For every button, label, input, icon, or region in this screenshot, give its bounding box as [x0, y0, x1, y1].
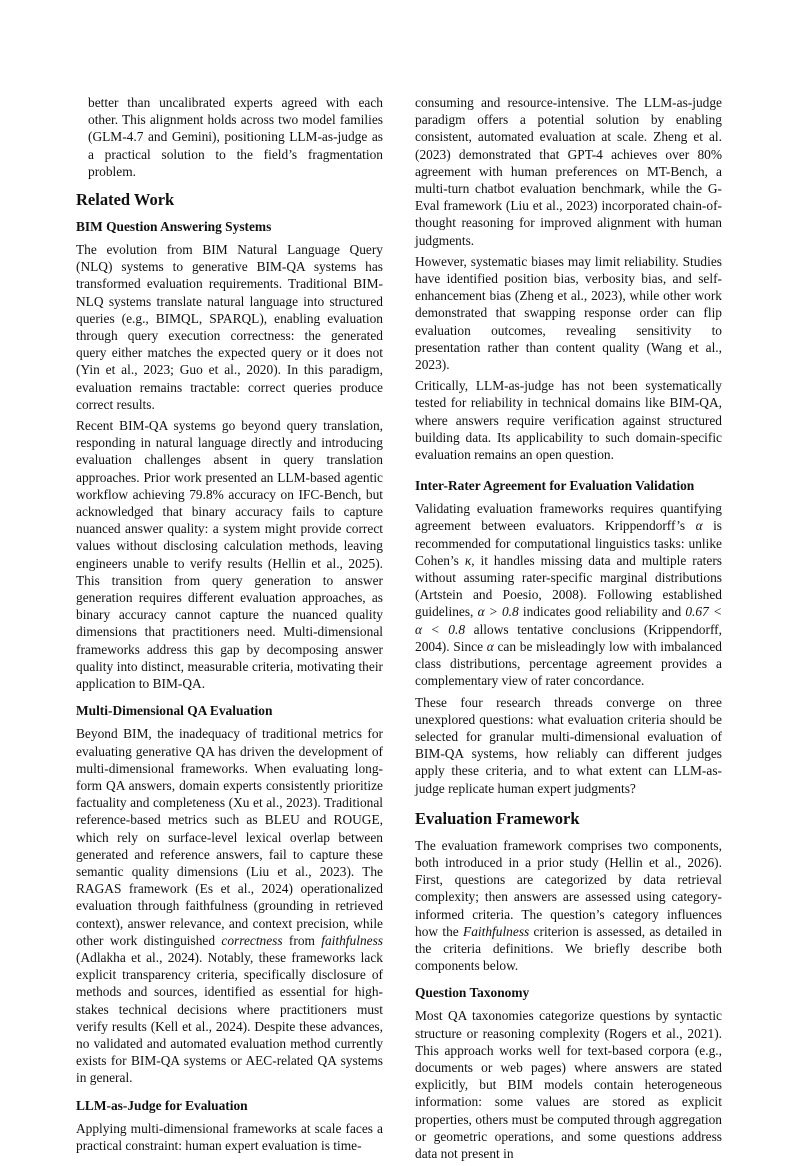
section-heading-evaluation-framework: Evaluation Framework — [415, 808, 580, 828]
paragraph: The evaluation framework comprises two components, both introduced in a prior study (Hellin et al., 2026). First, questions are categorized by data retrieval complexity; then answers are assessed using category-informed criteria. The question’s category influences how the Faithfulness criterion is assessed, as detailed in the criteria definitions. We briefly describe both components below. — [415, 837, 723, 974]
intro-paragraph-tail: better than uncalibrated experts agreed with each other. This alignment holds across two model families (GLM-4.7 and Gemini), positioning LLM-as-judge as a practical solution to the field’s fragmentation problem. — [88, 95, 383, 179]
subsection-heading-multi-dimensional: Multi-Dimensional QA Evaluation — [76, 703, 273, 719]
paragraph: Validating evaluation frameworks requires quantifying agreement between evaluators. Krippendorff’s α is recommended for computational linguistics tasks: unlike Cohen’s κ, it handles missing data and multiple raters without assuming rater-specific marginal distributions (Artstein and Poesio, 2008). Following established guidelines, α > 0.8 indicates good reliability and 0.67 < α < 0.8 allows tentative conclusions (Krippendorff, 2004). Since α can be misleadingly low with imbalanced class distributions, percentage agreement provides a complementary view of rater concordance. — [415, 501, 722, 689]
math-alpha: α — [486, 638, 494, 654]
paragraph: Recent BIM-QA systems go beyond query translation, responding in natural language directly and introducing evaluation challenges absent in query translation approaches. Prior work presented an LLM-based agentic workflow achieving 79.8% accuracy on IFC-Bench, but acknowledged that binary accuracy fails to capture nuanced answer quality: a system might provide correct values without disclosing calculation methods, leaving engineers unable to verify results (Hellin et al., 2025). This transition from query generation to answer generation requires different evaluation approaches, as binary accuracy cannot capture the nuanced quality dimensions that practitioners need. Multi-dimensional frameworks address this gap by decomposing answer quality into distinct, measurable criteria, motivating their application to BIM-QA. — [76, 418, 383, 692]
math-expression: α > 0.8 — [477, 604, 519, 620]
subsection-heading-llm-as-judge: LLM-as-Judge for Evaluation — [76, 1097, 248, 1113]
subsection-heading-question-taxonomy: Question Taxonomy — [415, 985, 530, 1001]
emphasis-faithfulness: faithfulness — [321, 932, 383, 948]
section-heading-related-work: Related Work — [76, 190, 175, 210]
paragraph: Beyond BIM, the inadequacy of traditional metrics for evaluating generative QA has driven the development of multi-dimensional frameworks. When evaluating long-form QA answers, domain experts consistently prioritize factuality and completeness (Xu et al., 2023). Traditional reference-based metrics such as BLEU and ROUGE, which rely on surface-level lexical overlap between generated and reference answers, fail to capture these semantic quality dimensions (Liu et al., 2023). The RAGAS framework (Es et al., 2024) operationalized evaluation through faithfulness (grounding in retrieved context), answer relevance, and context precision, while other work distinguished correctness from faithfulness (Adlakha et al., 2024). Notably, these frameworks lack explicit transparency criteria, specifically disclosure of methods and sources, identified as essential for high-stakes technical decisions where practitioners must verify results (Kell et al., 2024). Despite these advances, no validated and automated evaluation method currently exists for BIM-QA systems or AEC-related QA systems in general. — [76, 726, 383, 1086]
emphasis-faithfulness: Faithfulness — [463, 923, 530, 939]
paragraph: The evolution from BIM Natural Language Query (NLQ) systems to generative BIM-QA systems has transformed evaluation requirements. Traditional BIM-NLQ systems translate natural language into structured queries (e.g., BIMQL, SPARQL), enabling evaluation through query execution correctness: the generated query either matches the expected query or it does not (Yin et al., 2023; Guo et al., 2020). In this paradigm, evaluation remains tractable: correct queries produce correct results. — [76, 242, 383, 412]
subsection-heading-bim-qa: BIM Question Answering Systems — [76, 219, 272, 235]
paragraph: Applying multi-dimensional frameworks at scale faces a practical constraint: human expert evaluation is time- — [76, 1120, 383, 1153]
math-kappa: κ — [464, 552, 472, 568]
paragraph-continued: consuming and resource-intensive. The LLM-as-judge paradigm offers a potential solution by enabling consistent, automated evaluation at scale. Zheng et al. (2023) demonstrated that GPT-4 achieves over 80% agreement with human preferences on MT-Bench, a multi-turn chatbot evaluation benchmark, while the G-Eval framework (Liu et al., 2023) incorporated chain-of-thought reasoning for improved alignment with human judgments. — [415, 95, 722, 248]
left-column — [76, 94, 383, 1158]
math-alpha: α — [695, 518, 703, 534]
subsection-heading-inter-rater: Inter-Rater Agreement for Evaluation Validation — [415, 478, 695, 494]
paragraph: However, systematic biases may limit reliability. Studies have identified position bias, verbosity bias, and self-enhancement bias (Zheng et al., 2023), while other work demonstrated that swapping response order can flip evaluation outcomes, revealing sensitivity to presentation rather than content quality (Wang et al., 2023). — [415, 253, 722, 373]
paragraph: Most QA taxonomies categorize questions by syntactic structure or reasoning complexity (Rogers et al., 2021). This approach works well for text-based corpora (e.g., documents or web pages) where answers are stated explicitly, but BIM models contain heterogeneous information: some values are stored as explicit properties, others must be computed through aggregation or geometric operations, and some questions address data not present in — [415, 1008, 722, 1161]
right-column — [415, 94, 722, 1166]
paragraph: These four research threads converge on three unexplored questions: what evaluation criteria should be selected for granular multi-dimensional evaluation of BIM-QA systems, how reliably can different judges apply these criteria, and to what extent can LLM-as-judge replicate human expert judgments? — [415, 694, 722, 796]
math-expression: 0.67 < α < 0.8 — [415, 604, 722, 637]
paragraph: Critically, LLM-as-judge has not been systematically tested for reliability in technical domains like BIM-QA, where answers require verification against structured building data. Its applicability to such domain-specific evaluation remains an open question. — [415, 378, 722, 463]
emphasis-correctness: correctness — [221, 932, 283, 948]
